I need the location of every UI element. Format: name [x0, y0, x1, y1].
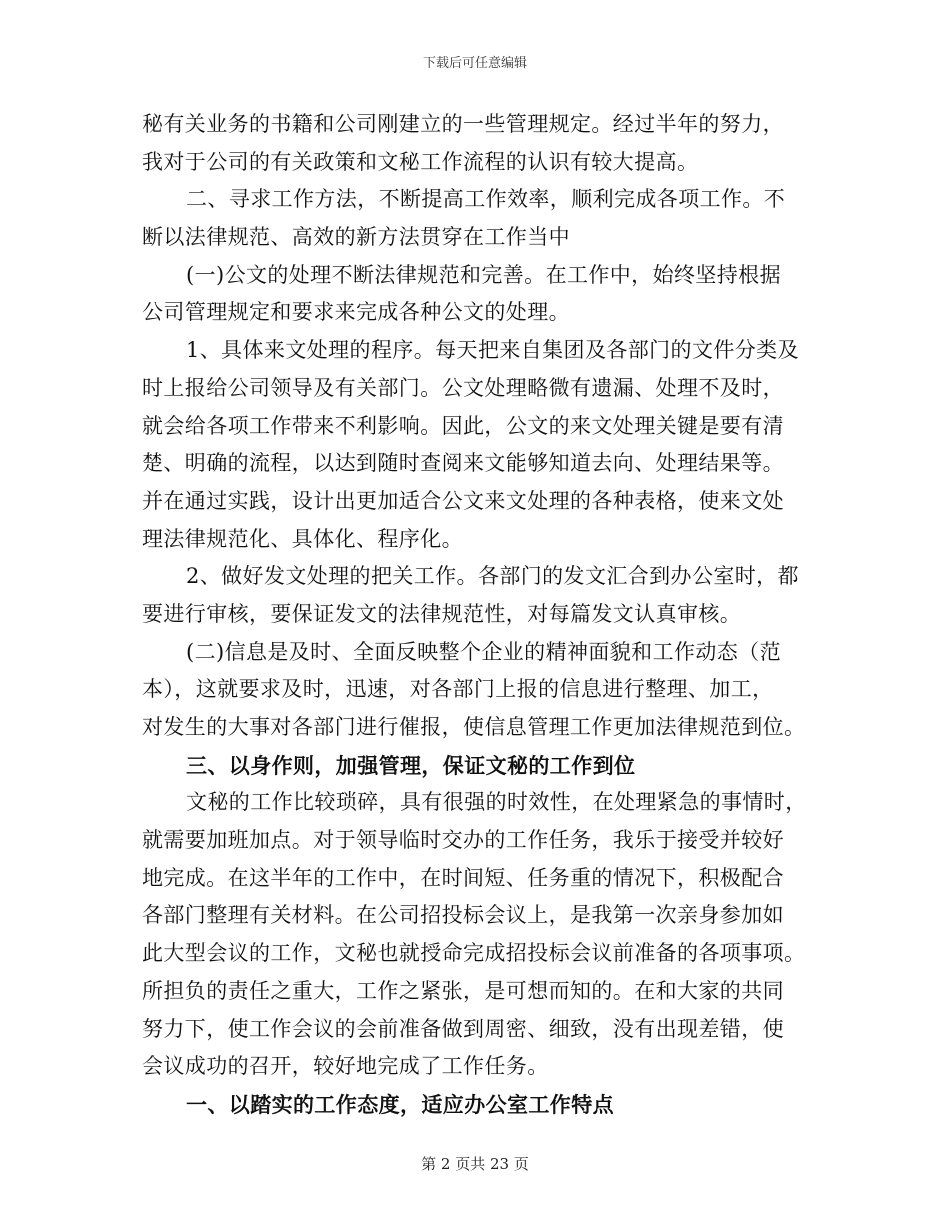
body-text-line: 就会给各项工作带来不利影响。因此，公文的来文处理关键是要有清: [142, 413, 784, 438]
body-text-line: (二)信息是及时、全面反映整个企业的精神面貌和工作动态（范: [186, 639, 781, 664]
body-text-line: 就需要加班加点。对于领导临时交办的工作任务，我乐于接受并较好: [142, 828, 784, 853]
document-body: [142, 106, 812, 1124]
body-text-line: 1、具体来文处理的程序。每天把来自集团及各部门的文件分类及: [186, 338, 799, 363]
section-heading-line: 三、以身作则，加强管理，保证文秘的工作到位: [186, 752, 636, 778]
body-text-line: 我对于公司的有关政策和文秘工作流程的认识有较大提高。: [142, 149, 699, 174]
body-text-line: 二、寻求工作方法，不断提高工作效率，顺利完成各项工作。不: [186, 187, 786, 212]
body-text-line: 地完成。在这半年的工作中，在时间短、任务重的情况下，积极配合: [142, 865, 784, 890]
body-text-line: 楚、明确的流程，以达到随时查阅来文能够知道去向、处理结果等。: [142, 451, 784, 476]
body-text-line: 要进行审核，要保证发文的法律规范性，对每篇发文认真审核。: [142, 601, 742, 626]
body-text-line: 时上报给公司领导及有关部门。公文处理略微有遗漏、处理不及时，: [142, 375, 784, 400]
body-text-line: 并在通过实践，设计出更加适合公文来文处理的各种表格，使来文处: [142, 488, 784, 513]
body-text-line: 此大型会议的工作，文秘也就授命完成招投标会议前准备的各项事项。: [142, 941, 806, 966]
body-text-line: 各部门整理有关材料。在公司招投标会议上，是我第一次亲身参加如: [142, 903, 784, 928]
section-heading-line: 一、以踏实的工作态度，适应办公室工作特点: [186, 1091, 614, 1117]
body-text-line: 文秘的工作比较琐碎，具有很强的时效性，在处理紧急的事情时，: [186, 790, 807, 815]
body-text-line: 所担负的责任之重大，工作之紧张，是可想而知的。在和大家的共同: [142, 978, 784, 1003]
body-text-line: 对发生的大事对各部门进行催报，使信息管理工作更加法律规范到位。: [142, 715, 806, 739]
body-text-line: 秘有关业务的书籍和公司刚建立的一些管理规定。经过半年的努力，: [142, 112, 784, 136]
body-text-line: 公司管理规定和要求来完成各种公文的处理。: [142, 300, 570, 325]
body-text-line: 断以法律规范、高效的新方法贯穿在工作当中: [142, 225, 570, 250]
body-text-line: 努力下，使工作会议的会前准备做到周密、细致，没有出现差错，使: [142, 1016, 784, 1041]
body-text-line: 2、做好发文处理的把关工作。各部门的发文汇合到办公室时，都: [186, 564, 799, 589]
body-text-line: 本），这就要求及时，迅速，对各部门上报的信息进行整理、加工，: [142, 677, 774, 702]
body-text-line: (一)公文的处理不断法律规范和完善。在工作中，始终坚持根据: [186, 262, 781, 287]
body-text-line: 理法律规范化、具体化、程序化。: [142, 526, 463, 551]
page-footer: 第 2 页共 23 页: [421, 1155, 529, 1173]
body-text-line: 会议成功的召开，较好地完成了工作任务。: [142, 1054, 549, 1079]
page-header: 下载后可任意编辑: [422, 56, 527, 71]
